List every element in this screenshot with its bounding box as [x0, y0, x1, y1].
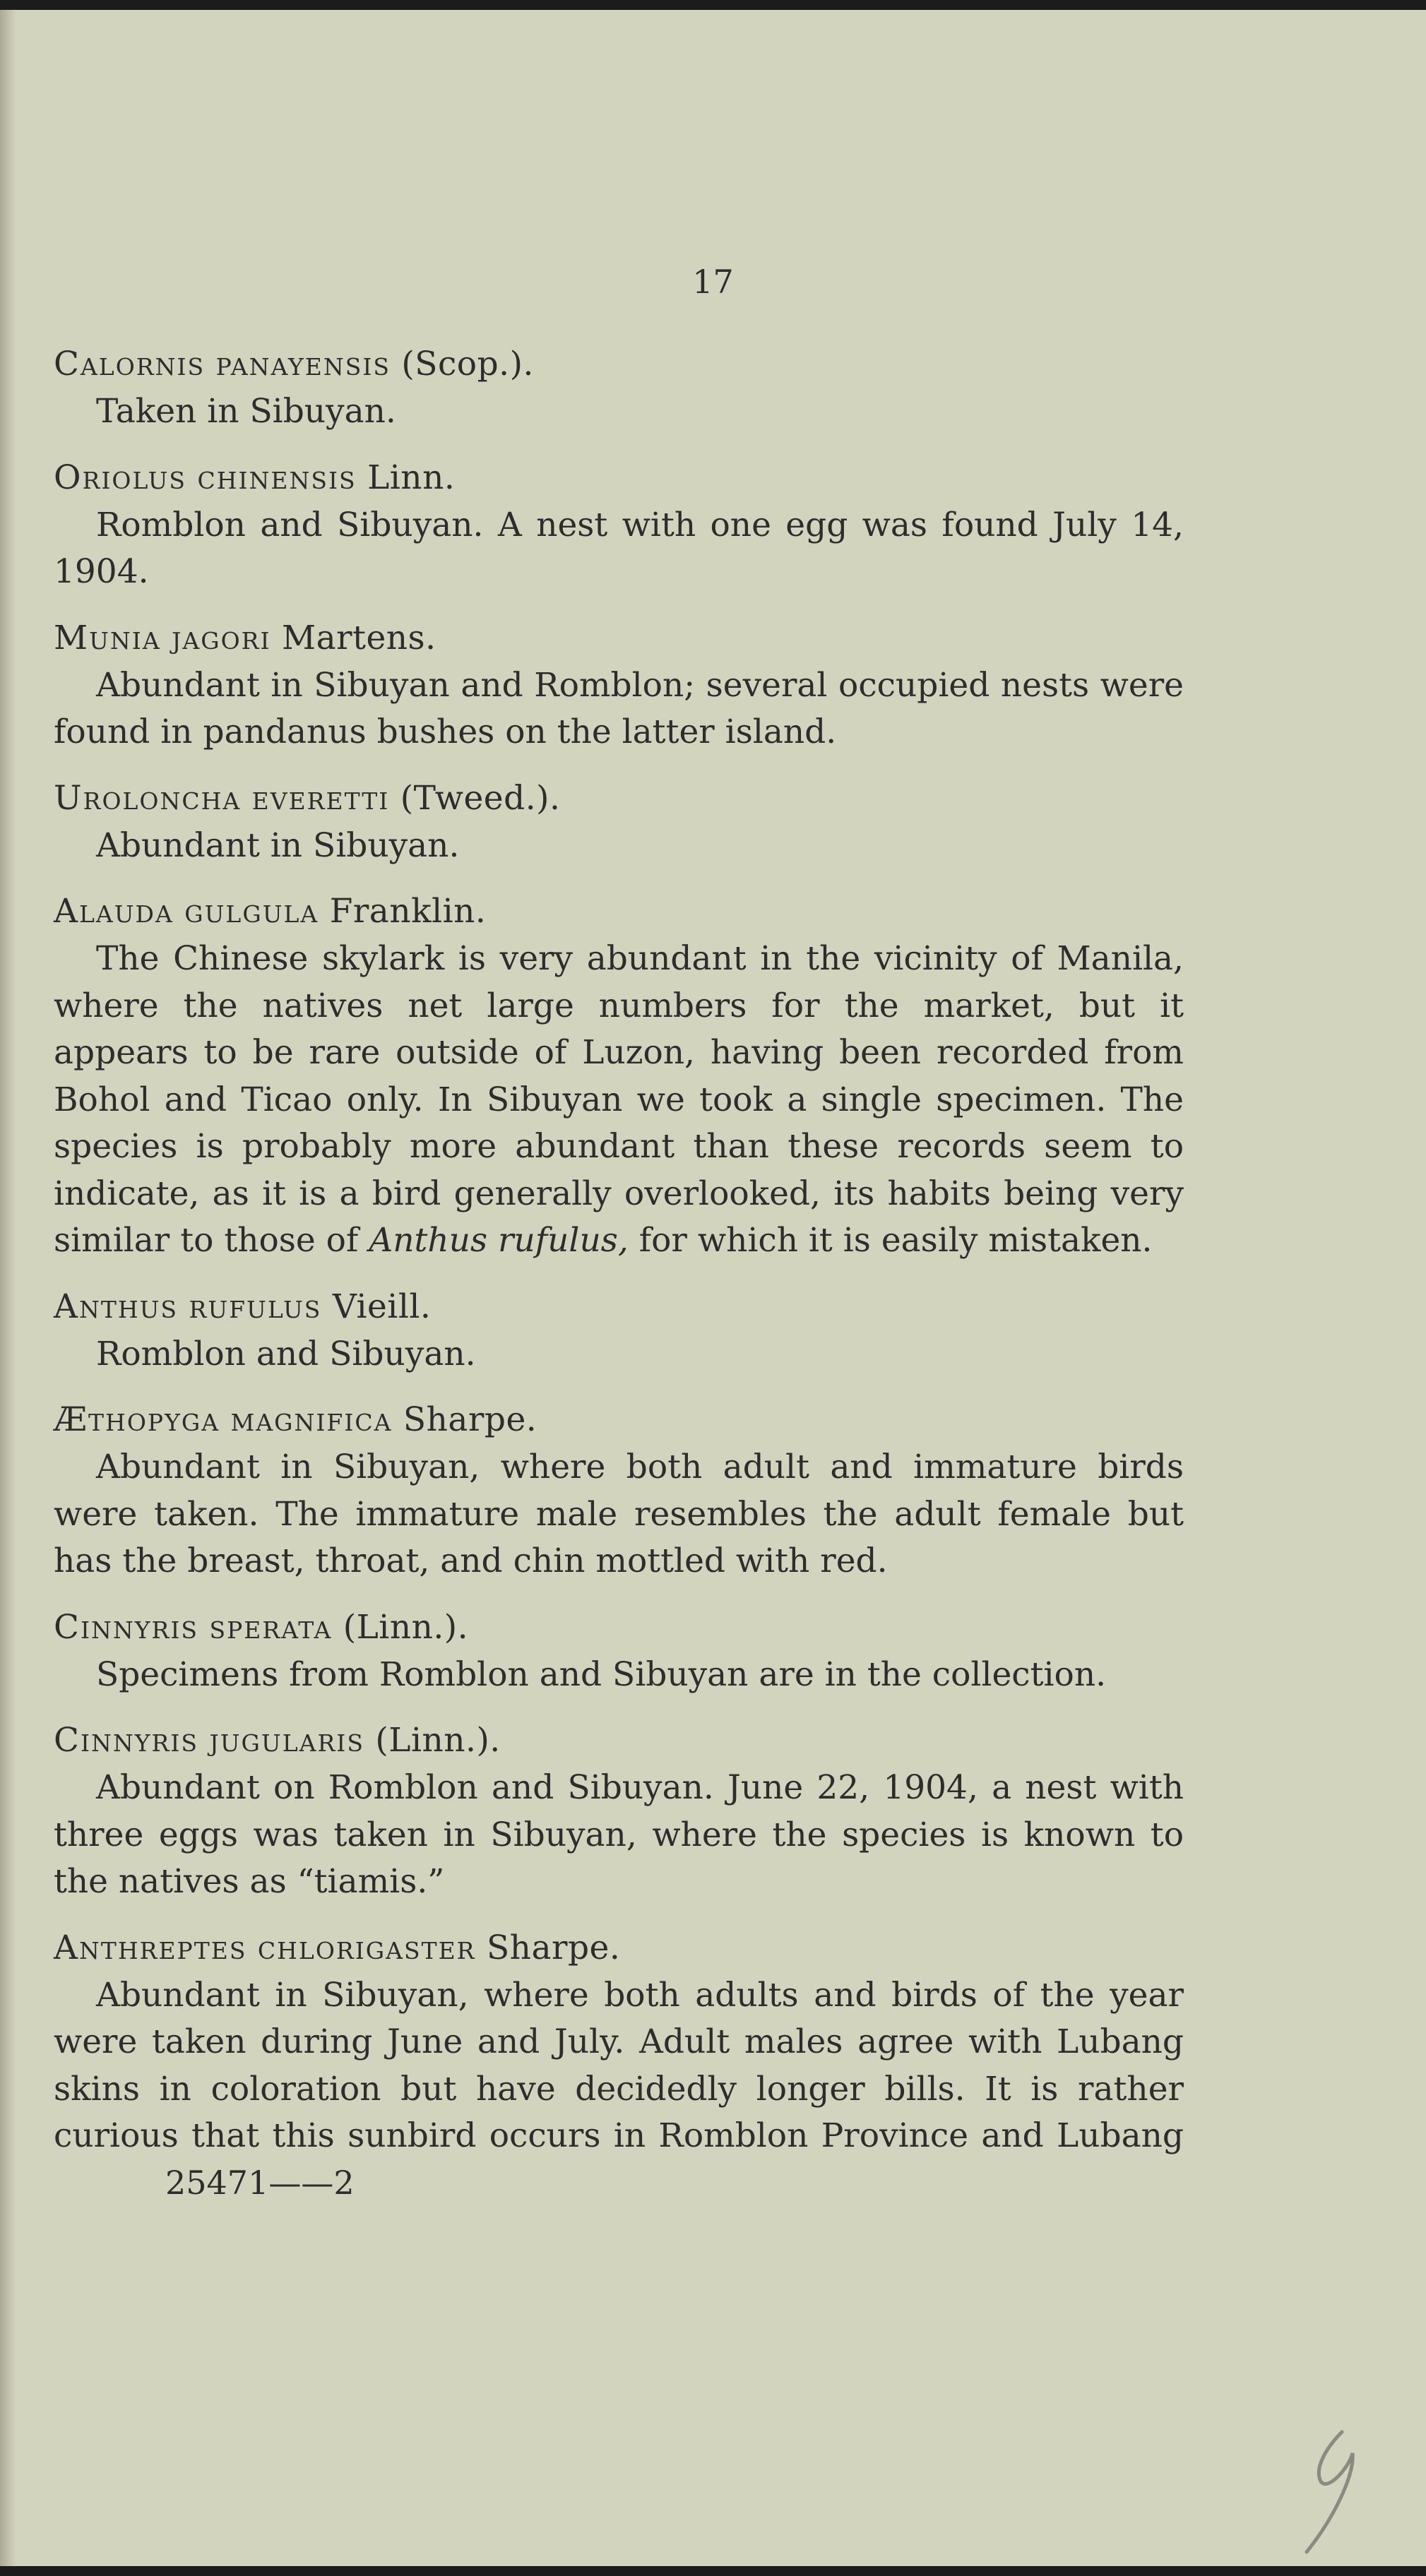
authority: (Tweed.). [400, 778, 561, 818]
genus-name: Calornis [54, 345, 206, 383]
species-note [54, 936, 1184, 1265]
species-note: Abundant in Sibuyan. [96, 825, 460, 865]
species-heading [54, 888, 1184, 936]
species-note: Abundant in Sibuyan, where both adults and birds of the year were taken during June and July. Adult males agree with Lubang skins in coloration but have decidedly longer bills. It is rather curious that this sunbird occurs in Romblon Province and Lubang [54, 1975, 1184, 2155]
authority: (Linn.). [375, 1721, 501, 1760]
genus-name: Uroloncha [54, 778, 242, 818]
species-name: sperata [209, 1607, 333, 1647]
species-name: rufulus [189, 1287, 322, 1326]
page-edge-shadow [0, 10, 16, 2566]
authority: Sharpe. [403, 1400, 537, 1439]
species-entry [54, 1283, 1184, 1378]
authority: Vieill. [332, 1287, 432, 1326]
genus-name: Alauda [54, 892, 174, 931]
genus-name: Cinnyris [54, 1607, 199, 1647]
species-heading [54, 1604, 1184, 1652]
species-note: Specimens from Romblon and Sibuyan are in the collection. [96, 1654, 1107, 1694]
species-heading [54, 1396, 1184, 1444]
note-text: The Chinese skylark is very abundant in the vicinity of Manila, where the natives net large numbers for the market, but it appears to be rare outside of Luzon, having been recorded from Bohol and Ticao only. In Sibuyan we took a single specimen. The species is probably more abundant than these records seem to indicate, as it is a bird generally overlooked, its habits being very similar to those of [54, 939, 1184, 1260]
authority: Franklin. [329, 892, 487, 931]
pencil-annotation-mark [1293, 2425, 1377, 2559]
species-name: chinensis [197, 458, 357, 497]
species-note: Abundant in Sibuyan and Romblon; several occupied nests were found in pandanus bushes on the latter island. [54, 665, 1184, 751]
species-note: Taken in Sibuyan. [96, 392, 396, 431]
species-entry [54, 1924, 1184, 2160]
species-heading [54, 1283, 1184, 1331]
italic-species-ref: Anthus rufulus, [369, 1221, 629, 1260]
species-entry [54, 454, 1184, 596]
species-note: Abundant in Sibuyan, where both adult and immature birds were taken. The immature male resembles the adult female but has the breast, throat, and chin mottled with red. [54, 1448, 1184, 1580]
species-name: jugularis [209, 1721, 364, 1760]
species-name: magnifica [230, 1400, 393, 1439]
genus-name: Anthreptes [54, 1928, 247, 1967]
species-entry [54, 888, 1184, 1265]
genus-name: Æthopyga [54, 1400, 220, 1439]
species-note: Abundant on Romblon and Sibuyan. June 22, 1904, a nest with three eggs was taken in Sibuyan, where the species is known to the natives as “tiamis.” [54, 1768, 1184, 1901]
species-name: panayensis [215, 345, 391, 383]
genus-name: Oriolus [54, 458, 186, 497]
species-heading [54, 340, 1184, 388]
species-name: everetti [251, 778, 390, 818]
species-heading [54, 614, 1184, 662]
authority: Martens. [281, 618, 436, 657]
authority: Linn. [367, 458, 456, 497]
page-number: 17 [692, 263, 734, 301]
species-heading [54, 1717, 1184, 1765]
species-entry [54, 775, 1184, 870]
species-entry [54, 340, 1184, 436]
species-name: chlorigaster [257, 1928, 476, 1967]
species-heading [54, 454, 1184, 502]
species-entry [54, 614, 1184, 756]
species-heading [54, 775, 1184, 823]
document-page [0, 10, 1426, 2566]
genus-name: Cinnyris [54, 1721, 199, 1760]
printer-signature-mark: 25471——2 [165, 2164, 355, 2202]
authority: (Linn.). [343, 1607, 469, 1647]
species-heading [54, 1924, 1184, 1972]
species-note: Romblon and Sibuyan. A nest with one egg was found July 14, 1904. [54, 505, 1184, 591]
species-list [54, 340, 1184, 2178]
note-text: for which it is easily mistaken. [638, 1221, 1153, 1260]
species-entry [54, 1396, 1184, 1585]
authority: Sharpe. [486, 1928, 621, 1967]
species-entry [54, 1604, 1184, 1699]
species-note: Romblon and Sibuyan. [96, 1334, 476, 1373]
authority: (Scop.). [401, 345, 534, 383]
genus-name: Anthus [54, 1287, 179, 1326]
species-entry [54, 1717, 1184, 1906]
species-name: jagori [172, 618, 271, 657]
species-name: gulgula [184, 892, 319, 931]
genus-name: Munia [54, 618, 161, 657]
